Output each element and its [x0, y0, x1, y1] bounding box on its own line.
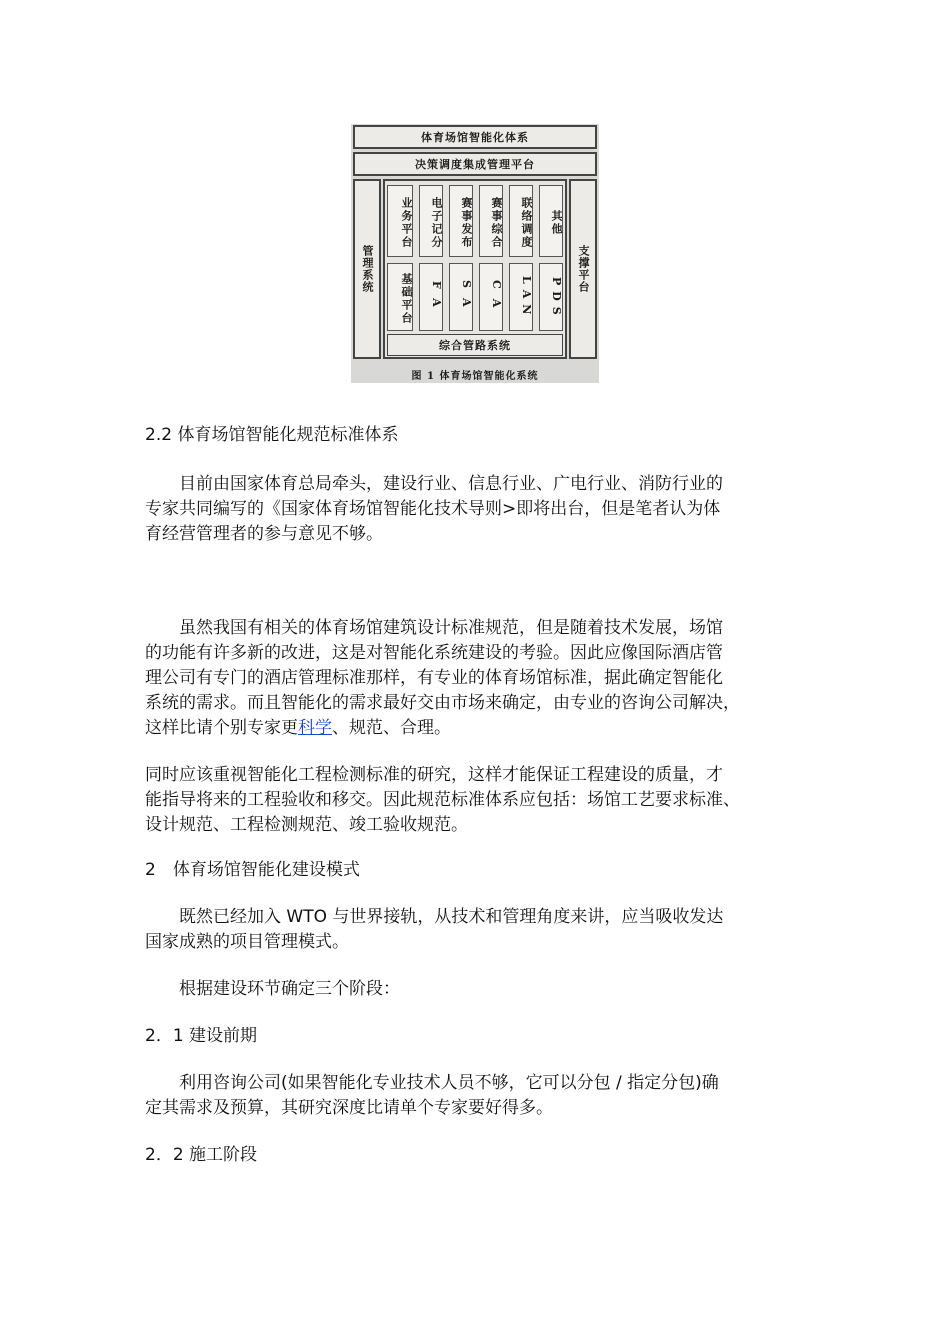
text-span: 这样比请个别专家更: [145, 718, 298, 738]
paragraph-line: 系统的需求。而且智能化的需求最好交由市场来确定，由专业的咨询公司解决，: [145, 693, 740, 713]
paragraph-line: 育经营管理者的参与意见不够。: [145, 524, 383, 544]
paragraph-line: 目前由国家体育总局牵头，建设行业、信息行业、广电行业、消防行业的: [179, 474, 723, 494]
section-heading: 2．1 建设前期: [145, 1026, 258, 1046]
diagram-business-item: 赛事发布: [449, 185, 473, 257]
diagram-pipeline: 综合管路系统: [387, 334, 563, 356]
diagram-business-platform: 业务平台: [387, 185, 413, 257]
section-heading: 2 体育场馆智能化建设模式: [145, 860, 360, 880]
text-span: 、规范、合理。: [332, 718, 451, 738]
diagram-base-item: PDS: [539, 263, 563, 331]
paragraph-line: 既然已经加入 WTO 与世界接轨，从技术和管理角度来讲，应当吸收发达: [179, 907, 724, 927]
diagram-left-label: 管理系统: [353, 179, 381, 359]
paragraph-line: 同时应该重视智能化工程检测标准的研究，这样才能保证工程建设的质量，才: [145, 765, 723, 785]
diagram-core: [383, 179, 567, 359]
figure-caption: 图 1 体育场馆智能化系统: [411, 370, 539, 382]
section-heading: 2.2 体育场馆智能化规范标准体系: [145, 425, 399, 445]
paragraph-line: 定其需求及预算，其研究深度比请单个专家要好得多。: [145, 1098, 553, 1118]
diagram-base-item: SA: [449, 263, 473, 331]
diagram-title: 体育场馆智能化体系: [353, 125, 597, 149]
system-diagram: [351, 124, 599, 383]
paragraph-line: 理公司有专门的酒店管理标准那样，有专业的体育场馆标准，据此确定智能化: [145, 668, 723, 688]
paragraph-line: 设计规范、工程检测规范、竣工验收规范。: [145, 815, 468, 835]
diagram-platform-bar: 决策调度集成管理平台: [353, 152, 597, 176]
paragraph-line: 国家成熟的项目管理模式。: [145, 932, 349, 952]
diagram-base-item: FA: [419, 263, 443, 331]
diagram-right-label: 支撑平台: [569, 179, 597, 359]
paragraph-line: 利用咨询公司(如果智能化专业技术人员不够，它可以分包 / 指定分包)确: [179, 1073, 719, 1093]
paragraph-line: 虽然我国有相关的体育场馆建筑设计标准规范，但是随着技术发展，场馆: [179, 618, 723, 638]
diagram-base-item: LAN: [509, 263, 533, 331]
diagram-business-item: 其他: [539, 185, 563, 257]
paragraph-line: 专家共同编写的《国家体育场馆智能化技术导则>即将出台，但是笔者认为体: [145, 499, 721, 519]
diagram-base-item: CA: [479, 263, 503, 331]
section-heading: 2．2 施工阶段: [145, 1145, 258, 1165]
diagram-business-item: 赛事综合: [479, 185, 503, 257]
paragraph-line: 能指导将来的工程验收和移交。因此规范标准体系应包括：场馆工艺要求标准、: [145, 790, 740, 810]
paragraph-line: [145, 716, 810, 741]
diagram-business-item: 电子记分: [419, 185, 443, 257]
paragraph-line: 的功能有许多新的改进，这是对智能化系统建设的考验。因此应像国际酒店管: [145, 643, 723, 663]
diagram-base-platform: 基础平台: [387, 263, 413, 331]
paragraph-line: 根据建设环节确定三个阶段：: [179, 979, 400, 999]
diagram-business-item: 联络调度: [509, 185, 533, 257]
science-link[interactable]: 科学: [298, 718, 332, 738]
